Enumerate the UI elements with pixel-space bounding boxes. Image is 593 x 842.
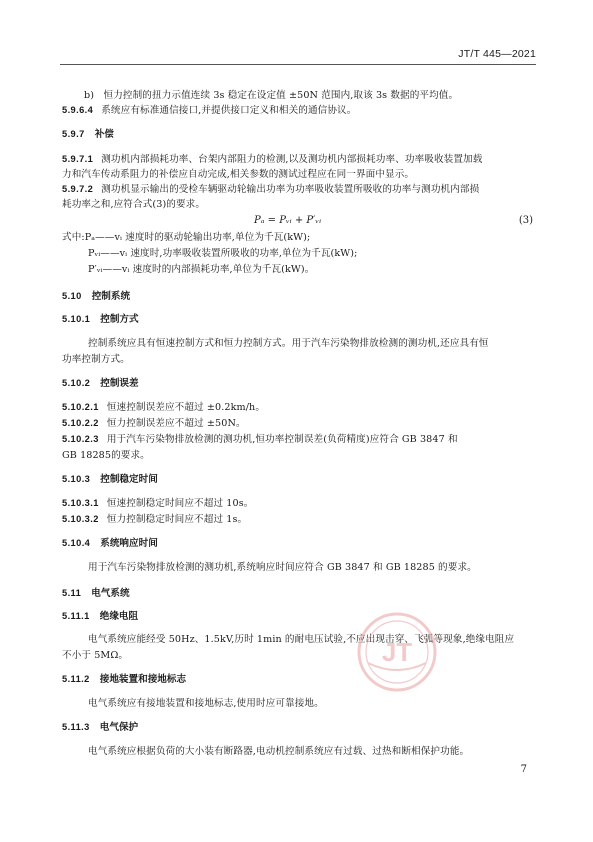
equation-number: (3) xyxy=(518,215,533,226)
clause-number: 5.10.3.1 xyxy=(62,498,99,508)
clause-text: 恒力控制误差应不超过 ±50N。 xyxy=(106,418,246,429)
heading-5-10 xyxy=(62,290,130,303)
clause-text: 恒速控制误差应不超过 ±0.2km/h。 xyxy=(106,402,266,413)
paragraph-response-time: 用于汽车污染物排放检测的测功机,系统响应时间应符合 GB 3847 和 GB 18285 的要求。 xyxy=(88,562,477,573)
heading-5-11-3 xyxy=(62,721,138,734)
heading-number: 5.10.2 xyxy=(62,378,91,388)
heading-title: 电气保护 xyxy=(99,722,139,733)
paragraph-control-modes: 控制系统应具有恒速控制方式和恒力控制方式。用于汽车污染物排放检测的测功机,还应具有恒 xyxy=(88,338,489,349)
formula-legend-pvi-prime: P′ᵥᵢ——vᵢ 速度时的内部损耗功率,单位为千瓦(kW)。 xyxy=(88,264,315,275)
clause-number: 5.9.7.2 xyxy=(62,184,94,194)
clause-number: 5.9.6.4 xyxy=(62,105,94,115)
clause-number: 5.10.2.1 xyxy=(62,402,99,412)
clause-text-continued: 耗功率之和,应符合式(3)的要求。 xyxy=(62,199,206,210)
heading-title: 电气系统 xyxy=(91,588,130,599)
paragraph-grounding: 电气系统应有接地装置和接地标志,使用时应可靠接地。 xyxy=(88,698,324,709)
clause-5-10-3-2 xyxy=(62,513,247,526)
heading-5-9-7 xyxy=(62,128,114,141)
paragraph-continued: 不小于 5MΩ。 xyxy=(62,650,129,661)
standard-code: JT/T 445—2021 xyxy=(458,48,536,60)
clause-text: 测功机内部损耗功率、台架内部阻力的检测,以及测功机内部损耗功率、功率吸收装置加载 xyxy=(101,154,483,165)
heading-number: 5.11.2 xyxy=(62,674,90,684)
clause-text-continued: GB 18285的要求。 xyxy=(62,450,150,461)
heading-title: 控制系统 xyxy=(91,291,131,302)
heading-number: 5.11.1 xyxy=(62,611,90,621)
clause-text: 测功机显示输出的受检车辆驱动轮输出功率为功率吸收装置所吸收的功率与测功机内部损 xyxy=(101,184,480,195)
heading-number: 5.11.3 xyxy=(62,722,90,732)
heading-5-10-2 xyxy=(62,377,139,390)
clause-5-10-3-1 xyxy=(62,497,253,510)
clause-5-10-2-1 xyxy=(62,401,265,414)
clause-number: 5.10.2.2 xyxy=(62,418,99,428)
heading-5-11 xyxy=(62,587,130,600)
paragraph-continued: 功率控制方式。 xyxy=(62,354,130,365)
paragraph-insulation: 电气系统应能经受 50Hz、1.5kV,历时 1min 的耐电压试验,不应出现击穿、飞弧等现象,绝缘电阻应 xyxy=(88,634,515,645)
clause-number: 5.10.2.3 xyxy=(62,434,99,444)
clause-5-10-2-3 xyxy=(62,433,458,446)
heading-number: 5.10.1 xyxy=(62,314,91,324)
heading-title: 控制误差 xyxy=(100,378,139,389)
clause-5-9-6-4 xyxy=(62,104,356,117)
heading-number: 5.10.4 xyxy=(62,538,91,548)
clause-5-9-7-1 xyxy=(62,153,482,166)
heading-number: 5.11 xyxy=(62,588,82,598)
clause-text: 恒速控制稳定时间应不超过 10s。 xyxy=(106,498,254,509)
formula-legend-pd: 式中:Pₐ——vᵢ 速度时的驱动轮输出功率,单位为千瓦(kW); xyxy=(62,232,311,243)
clause-text: 用于汽车污染物排放检测的测功机,恒功率控制误差(负荷精度)应符合 GB 3847 和 xyxy=(106,434,458,445)
formula-legend-pvi: Pᵥᵢ——vᵢ 速度时,功率吸收装置所吸收的功率,单位为千瓦(kW); xyxy=(88,248,358,259)
heading-5-11-1 xyxy=(62,610,138,623)
heading-title: 控制方式 xyxy=(100,314,139,325)
heading-title: 系统响应时间 xyxy=(100,538,158,549)
formula-3: Pₐ = Pᵥᵢ + P′ᵥᵢ xyxy=(254,215,322,226)
clause-number: 5.10.3.2 xyxy=(62,514,99,524)
jt-watermark-stamp xyxy=(356,611,438,693)
heading-5-10-3 xyxy=(62,473,158,486)
clause-text-continued: 力和汽车传动系阻力的补偿应自动完成,相关参数的测试过程应在同一界面中显示。 xyxy=(62,169,415,180)
heading-5-11-2 xyxy=(62,673,186,686)
list-item-b: b) 恒力控制的扭力示值连续 3s 稳定在设定值 ±50N 范围内,取该 3s 数据的平均值。 xyxy=(84,90,459,101)
heading-number: 5.9.7 xyxy=(62,129,85,139)
clause-text: 系统应有标准通信接口,并提供接口定义和相关的通信协议。 xyxy=(101,105,357,116)
heading-title: 补偿 xyxy=(94,129,114,140)
heading-number: 5.10 xyxy=(62,291,82,301)
stamp-text: JT xyxy=(381,637,413,667)
page-number: 7 xyxy=(520,764,527,775)
clause-5-10-2-2 xyxy=(62,417,246,430)
clause-number: 5.9.7.1 xyxy=(62,154,94,164)
paragraph-protection: 电气系统应根据负荷的大小装有断路器,电动机控制系统应有过载、过热和断相保护功能。 xyxy=(88,746,470,757)
heading-5-10-4 xyxy=(62,537,158,550)
clause-5-9-7-2 xyxy=(62,183,479,196)
heading-5-10-1 xyxy=(62,313,139,326)
header-rule xyxy=(60,64,536,65)
heading-title: 控制稳定时间 xyxy=(100,474,158,485)
heading-title: 接地装置和接地标志 xyxy=(99,674,187,685)
clause-text: 恒力控制稳定时间应不超过 1s。 xyxy=(106,514,248,525)
heading-title: 绝缘电阻 xyxy=(99,611,139,622)
heading-number: 5.10.3 xyxy=(62,474,91,484)
